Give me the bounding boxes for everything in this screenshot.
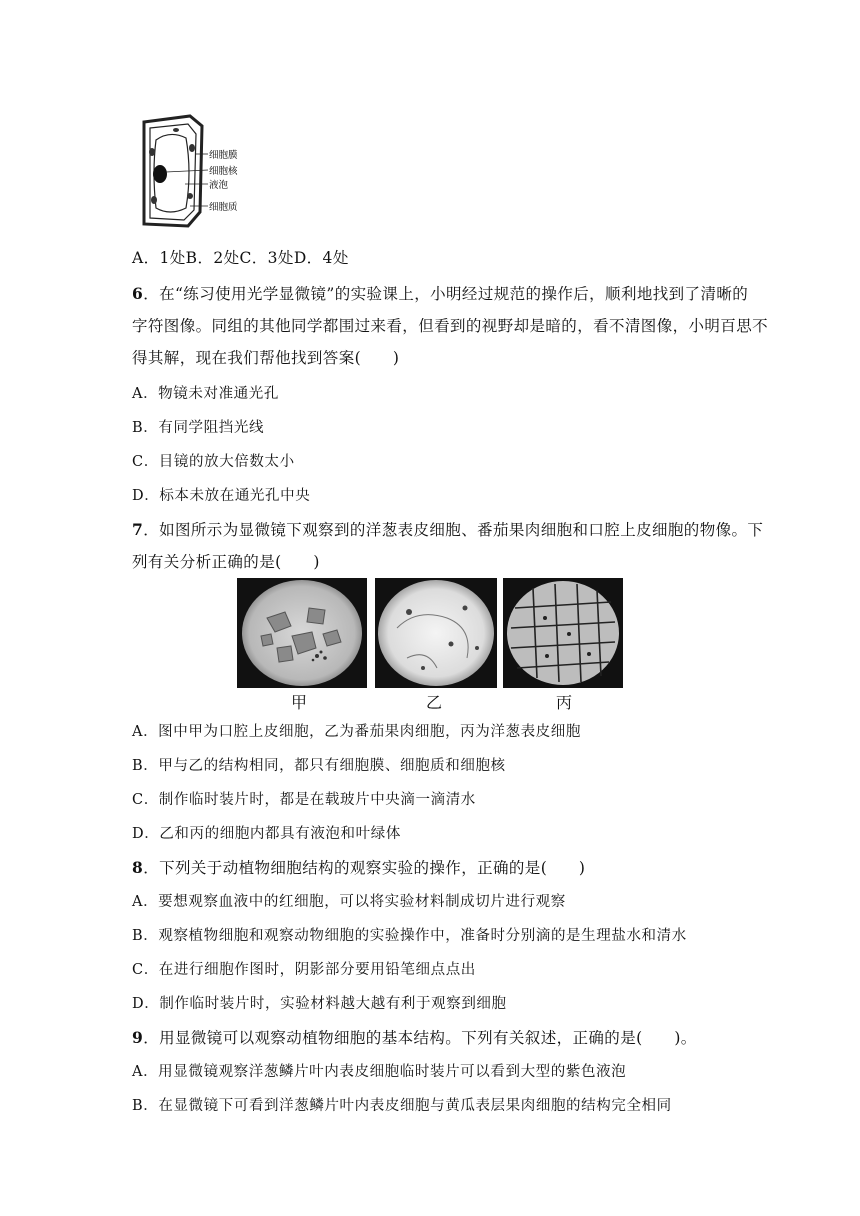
q8-option-c: C．在进行细胞作图时，阴影部分要用铅笔细点点出	[132, 962, 476, 978]
q8-text: ．下列关于动植物细胞结构的观察实验的操作，正确的是( )	[143, 859, 586, 877]
cell-label-membrane: 细胞膜	[209, 150, 238, 161]
image-yi	[375, 578, 497, 688]
q7-option-b: B．甲与乙的结构相同，都只有细胞膜、细胞质和细胞核	[132, 758, 506, 774]
q8-option-d: D．制作临时装片时，实验材料越大越有利于观察到细胞	[132, 996, 507, 1012]
q6-line-3: 得其解，现在我们帮他找到答案( )	[132, 349, 400, 367]
q6-option-d: D．标本未放在通光孔中央	[132, 488, 311, 504]
q6-line-1	[132, 282, 748, 304]
q7-option-a: A．图中甲为口腔上皮细胞，乙为番茄果肉细胞，丙为洋葱表皮细胞	[132, 724, 581, 740]
q6-text-1: ．在“练习使用光学显微镜”的实验课上，小明经过规范的操作后，顺利地找到了清晰的	[143, 285, 749, 303]
q9-text: ．用显微镜可以观察动植物细胞的基本结构。下列有关叙述，正确的是( )。	[143, 1029, 697, 1047]
q9-option-a: A．用显微镜观察洋葱鳞片叶内表皮细胞临时装片可以看到大型的紫色液泡	[132, 1064, 627, 1080]
q6-line-2: 字符图像。同组的其他同学都围过来看，但看到的视野却是暗的，看不清图像，小明百思不	[132, 317, 769, 335]
q7-option-c: C．制作临时装片时，都是在载玻片中央滴一滴清水	[132, 792, 476, 808]
q7-number: 7	[132, 520, 144, 539]
q7-line-1	[132, 518, 763, 540]
caption-bing: 丙	[556, 693, 573, 712]
cell-label-vacuole: 液泡	[209, 180, 229, 191]
q6-option-a: A．物镜未对准通光孔	[132, 386, 279, 402]
q9-option-b: B．在显微镜下可看到洋葱鳞片叶内表皮细胞与黄瓜表层果肉细胞的结构完全相同	[132, 1098, 672, 1114]
q5-options: A．1处B．2处C．3处D．4处	[132, 249, 349, 267]
q7-option-d: D．乙和丙的细胞内都具有液泡和叶绿体	[132, 826, 401, 842]
q6-option-c: C．目镜的放大倍数太小	[132, 454, 295, 470]
cell-label-cytoplasm: 细胞质	[209, 202, 238, 213]
q6-option-b: B．有同学阻挡光线	[132, 420, 265, 436]
q7-text-1: ．如图所示为显微镜下观察到的洋葱表皮细胞、番茄果肉细胞和口腔上皮细胞的物像。下	[143, 521, 764, 539]
q8-option-a: A．要想观察血液中的红细胞，可以将实验材料制成切片进行观察	[132, 894, 566, 910]
q9-number: 9	[132, 1028, 144, 1047]
image-bing	[503, 578, 623, 688]
q7-line-2: 列有关分析正确的是( )	[132, 553, 320, 571]
q6-number: 6	[132, 284, 144, 303]
cell-label-nucleus: 细胞核	[209, 166, 238, 177]
microscope-images	[237, 578, 623, 690]
image-jia	[237, 578, 367, 688]
q8-line-1	[132, 856, 585, 878]
q8-option-b: B．观察植物细胞和观察动物细胞的实验操作中，准备时分别滴的是生理盐水和清水	[132, 928, 687, 944]
plant-cell-diagram	[130, 112, 248, 232]
caption-yi: 乙	[426, 693, 443, 712]
q8-number: 8	[132, 858, 144, 877]
caption-jia: 甲	[291, 693, 308, 712]
q9-line-1	[132, 1026, 697, 1048]
